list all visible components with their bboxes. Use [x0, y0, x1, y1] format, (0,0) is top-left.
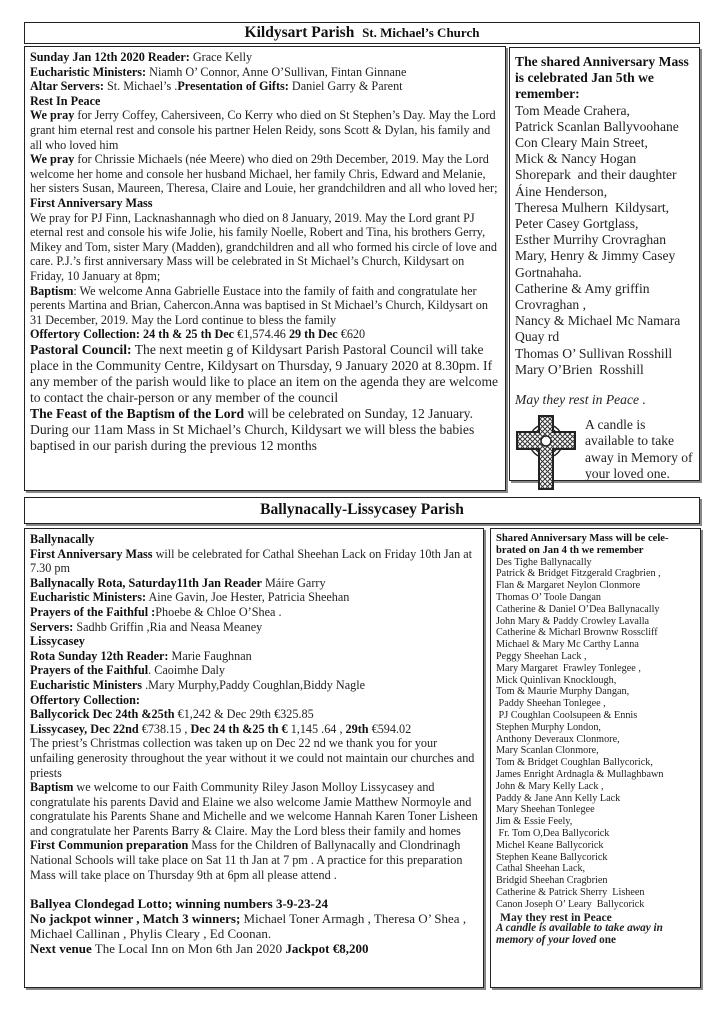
remembered-name: James Enright Ardnagla & Mullaghbawn — [496, 768, 664, 780]
notice-paragraph: We pray for PJ Finn, Lacknashannagh who died on 8 January, 2019. May the Lord grant PJ eternal rest and console his wife Jolie, his family Noelle, Robert and Tina, his brothers Gerry, Mikey and Tom, sister Mary (Madden), grandchildren and all who formed his circle of love and care. P.J.’s first anniversary Mass will be celebrated in St Michael’s Church, Kildysart on Friday, 10 January at 8pm; — [30, 210, 497, 283]
ballynacally-notices — [24, 528, 484, 988]
remembered-name: Tom & Bridget Coughlan Ballycorick, — [496, 757, 653, 769]
ballynacally-title: Ballynacally-Lissycasey Parish — [260, 501, 464, 518]
ballynacally-candle-text: A candle is available to take away in memory of your loved one — [496, 922, 663, 947]
remembered-name: Cathal Sheehan Lack, — [496, 863, 586, 875]
notice-paragraph: Eucharistic Ministers: Aine Gavin, Joe Hester, Patricia Sheehan — [30, 590, 350, 605]
remembered-name: Mary Margaret Frawley Tonlegee , — [496, 662, 641, 674]
remembered-name: Mick Quinlivan Knocklough, — [496, 674, 617, 686]
kildysart-anniversary-box — [509, 47, 700, 481]
notice-paragraph: Pastoral Council: The next meetin g of Kildysart Parish Pastoral Council will take place in the Community Centre, Kildysart on Thursday, 9 January 2020 at 8.30pm. If any member of the parish would like to place an item on the agenda they are welcome to contact the chair-person or any member of the council — [30, 341, 499, 405]
notice-paragraph: Offertory Collection: — [30, 692, 140, 707]
ballynacally-anniversary-names — [496, 557, 695, 911]
ballynacally-header — [24, 497, 700, 524]
remembered-name: Fr. Tom O,Dea Ballycorick — [496, 827, 610, 839]
remembered-name: Catherine & Patrick Sherry Lisheen — [496, 886, 645, 898]
remembered-name: Theresa Mulhern Kildysart, — [515, 199, 670, 215]
notice-paragraph: Baptism we welcome to our Faith Community Riley Jason Molloy Lissycasey and congratulate his parents David and Elaine we also welcome Jamie Matthew Normoyle and congratulate his Parents Shane and Michelle and we welcome Hannah Karen Toner Lisheen and congratulate her Parents Barry & Claire. May the Lord bless their family and homes — [30, 780, 478, 838]
notice-paragraph: Rota Sunday 12th Reader: Marie Faughnan — [30, 648, 252, 663]
remembered-name: Paddy Sheehan Tonlegee , — [496, 698, 606, 710]
notice-paragraph: We pray for Jerry Coffey, Cahersiveen, Co Kerry who died on St Stephen’s Day. May the Lord grant him eternal rest and console his partner Helen Reidy, sons Scott & Dylan, his family and all who loved him — [30, 108, 496, 152]
notice-paragraph: Lissycasey, Dec 22nd €738.15 , Dec 24 th &25 th € 1,145 .64 , 29th €594.02 — [30, 721, 412, 736]
notice-paragraph: No jackpot winner , Match 3 winners; Michael Toner Armagh , Theresa O’ Shea , Michael Callinan , Phylis Cleary , Ed Coonan. — [30, 911, 467, 942]
remembered-name: Michael & Mary Mc Carthy Lanna — [496, 639, 639, 651]
notice-paragraph: First Communion preparation Mass for the Children of Ballynacally and Clondrinagh National Schools will take place on Sat 11 th Jan at 7 pm . A practice for this preparation Mass will take place on Thursday 9th at 6pm all please attend . — [30, 838, 463, 882]
remembered-name: John Mary & Paddy Crowley Lavalla — [496, 615, 650, 627]
remembered-name: Stephen Murphy London, — [496, 721, 601, 733]
notice-paragraph: Servers: Sadhb Griffin ,Ria and Neasa Meaney — [30, 619, 263, 634]
remembered-name: Michel Keane Ballycorick — [496, 839, 604, 851]
remembered-name: Shorepark and their daughter — [515, 167, 677, 183]
remembered-name: PJ Coughlan Coolsupeen & Ennis — [496, 709, 638, 721]
notice-paragraph: Next venue The Local Inn on Mon 6th Jan 2020 Jackpot €8,200 — [30, 941, 369, 957]
remembered-name: Thomas O’ Sullivan Rosshill — [515, 345, 673, 361]
remembered-name: Peggy Sheehan Lack , — [496, 650, 587, 662]
remembered-name: John & Mary Kelly Lack , — [496, 780, 604, 792]
remembered-name: Jim & Essie Feely, — [496, 816, 573, 828]
remembered-name: Nancy & Michael Mc Namara — [515, 313, 681, 329]
remembered-name: Mick & Nancy Hogan — [515, 151, 637, 167]
notice-paragraph: The priest’s Christmas collection was taken up on Dec 22 nd we thank you for your unfailing generosity throughout the year without it we could not maintain our churches and priests — [30, 736, 475, 780]
notice-paragraph: We pray for Chrissie Michaels (née Meere) who died on 29th December, 2019. May the Lord welcome her home and console her husband Michael, her family Chris, Edward and Melanie, her sisters Susan, Maureen, Theresa, Claire and Louie, her grandchildren and all who loved her; — [30, 152, 498, 196]
notice-paragraph: Ballyea Clondegad Lotto; winning numbers 3-9-23-24 — [30, 896, 328, 912]
notice-paragraph: Ballynacally Rota, Saturday11th Jan Reader Máire Garry — [30, 575, 326, 590]
remembered-name: Esther Murrihy Crovraghan — [515, 232, 667, 248]
notice-paragraph: Ballynacally — [30, 532, 95, 546]
remembered-name: Catherine & Amy griffin — [515, 280, 650, 296]
remembered-name: Catherine & Daniel O’Dea Ballynacally — [496, 603, 660, 615]
kildysart-anniversary-heading: The shared Anniversary Mass is celebrated Jan 5th we remember: — [515, 54, 689, 102]
kildysart-title: Kildysart Parish — [244, 24, 355, 41]
notice-paragraph: Lissycasey — [30, 634, 85, 649]
notice-paragraph: The Feast of the Baptism of the Lord will be celebrated on Sunday, 12 January. During our 11am Mass in St Michael’s Church, Kildysart we will bless the babies baptised in our parish during the previous 12 months — [30, 405, 475, 453]
notice-paragraph: Altar Servers: St. Michael’s .Presentation of Gifts: Daniel Garry & Parent — [30, 79, 403, 94]
notice-paragraph: Sunday Jan 12th 2020 Reader: Grace Kelly — [30, 50, 253, 64]
kildysart-subtitle: St. Michael’s Church — [362, 25, 480, 40]
notice-paragraph: Offertory Collection: 24 th & 25 th Dec €1,574.46 29 th Dec €620 — [30, 327, 366, 342]
remembered-name: Bridgid Sheehan Cragbrien — [496, 875, 608, 887]
remembered-name: Áine Henderson, — [515, 183, 608, 199]
remembered-name: Quay rd — [515, 329, 560, 345]
remembered-name: Patrick Scanlan Ballyvoohane — [515, 118, 679, 134]
remembered-name: Des Tighe Ballynacally — [496, 556, 592, 568]
remembered-name: Catherine & Micharl Brownw Rosscliff — [496, 627, 658, 639]
notice-paragraph: First Anniversary Mass will be celebrated for Cathal Sheehan Lack on Friday 10th Jan at 7.30 pm — [30, 546, 473, 576]
notice-paragraph: Eucharistic Ministers: Niamh O’ Connor, Anne O’Sullivan, Fintan Ginnane — [30, 64, 407, 79]
remembered-name: Mary Scanlan Clonmore, — [496, 745, 599, 757]
lotto-results — [30, 896, 478, 956]
remembered-name: Patrick & Bridget Fitzgerald Cragbrien , — [496, 568, 661, 580]
remembered-name: Crovraghan , — [515, 297, 586, 313]
remembered-name: Mary O’Brien Rosshill — [515, 361, 644, 377]
ballynacally-notices-body — [30, 532, 478, 882]
notice-paragraph: Prayers of the Faithful. Caoimhe Daly — [30, 663, 225, 678]
remembered-name: Stephen Keane Ballycorick — [496, 851, 608, 863]
celtic-cross-icon — [515, 414, 577, 494]
remembered-name: Anthony Deveraux Clonmore, — [496, 733, 620, 745]
notice-paragraph: Ballycorick Dec 24th &25th €1,242 & Dec 29th €325.85 — [30, 707, 314, 722]
notice-paragraph: Baptism: We welcome Anna Gabrielle Eustace into the family of faith and congratulate her perents Martina and Brian, Cahercon.Anna was baptised in St Michael’s Church, Kildysart on 31 December, 2019. May the Lord continue to bless the family — [30, 283, 488, 327]
remembered-name: Mary Sheehan Tonlegee — [496, 804, 595, 816]
kildysart-anniversary-names — [515, 103, 694, 378]
remembered-name: Gortnahaha. — [515, 264, 582, 280]
ballynacally-anniversary-heading: Shared Anniversary Mass will be cele-brated on Jan 4 th we remember — [496, 533, 669, 556]
ballynacally-rest-in-peace: May they rest in Peace — [500, 910, 612, 924]
kildysart-rest-in-peace: May they rest in Peace . — [515, 392, 646, 408]
remembered-name: Paddy & Jane Ann Kelly Lack — [496, 792, 621, 804]
remembered-name: Mary, Henry & Jimmy Casey — [515, 248, 676, 264]
kildysart-notices-body — [25, 47, 505, 457]
remembered-name: Flan & Margaret Neylon Clonmore — [496, 580, 641, 592]
kildysart-header — [24, 22, 700, 44]
kildysart-candle-text: A candle is available to take away in Memory of your loved one. — [585, 417, 693, 481]
kildysart-notices — [24, 46, 506, 491]
remembered-name: Tom & Maurie Murphy Dangan, — [496, 686, 630, 698]
ballynacally-anniversary-box — [490, 528, 701, 988]
remembered-name: Thomas O’ Toole Dangan — [496, 591, 602, 603]
remembered-name: Con Cleary Main Street, — [515, 135, 648, 151]
remembered-name: Canon Joseph O’ Leary Ballycorick — [496, 898, 645, 910]
notice-paragraph: Rest In Peace — [30, 93, 101, 108]
notice-paragraph: Eucharistic Ministers .Mary Murphy,Paddy Coughlan,Biddy Nagle — [30, 677, 366, 692]
remembered-name: Tom Meade Crahera, — [515, 102, 630, 118]
remembered-name: Peter Casey Gortglass, — [515, 216, 639, 232]
notice-paragraph: Prayers of the Faithful :Phoebe & Chloe O’Shea . — [30, 604, 282, 619]
notice-paragraph: First Anniversary Mass — [30, 195, 153, 210]
